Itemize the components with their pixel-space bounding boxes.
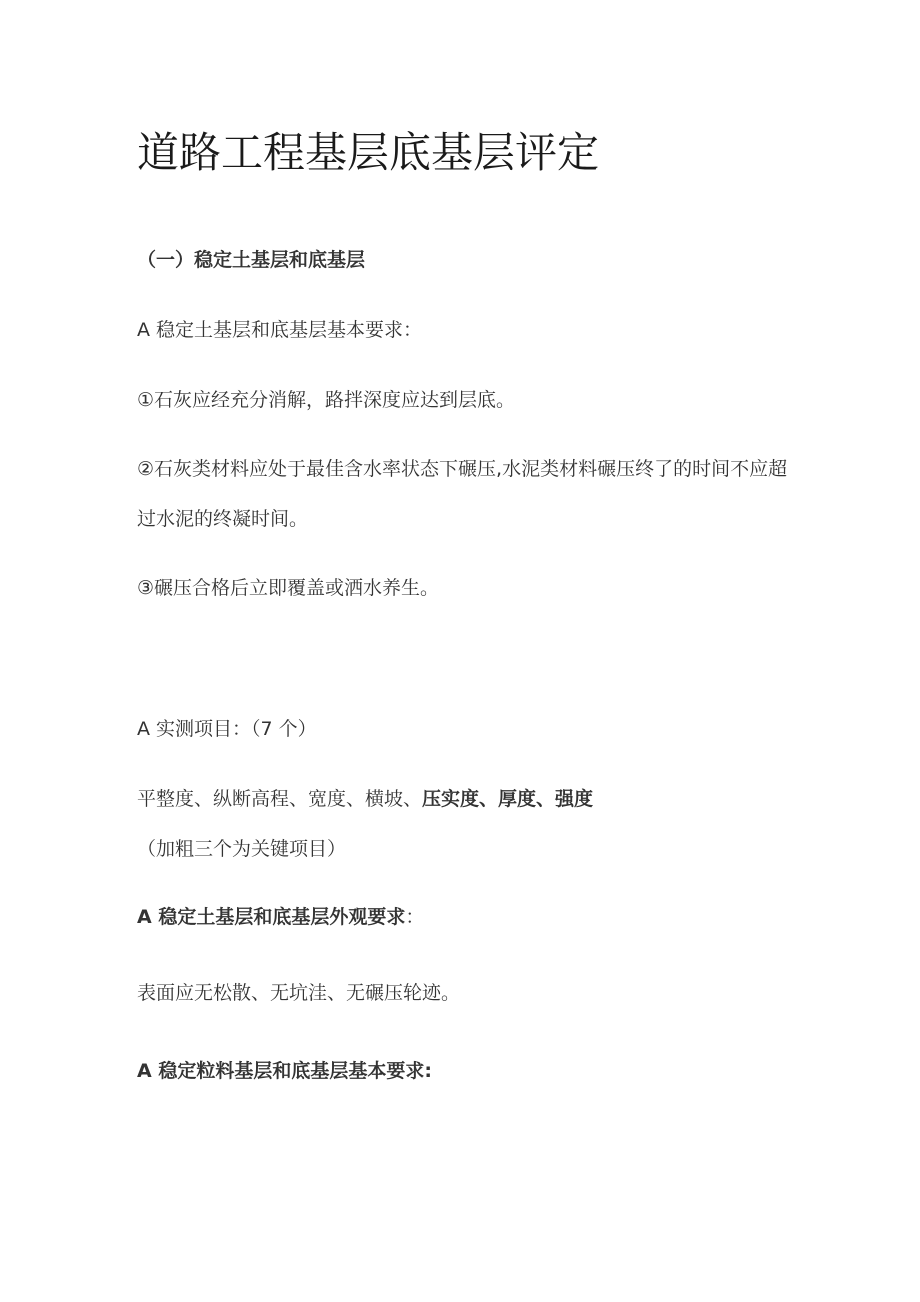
requirement-item-3: ③碾压合格后立即覆盖或洒水养生。	[137, 577, 440, 599]
requirement-item-2: ②石灰类材料应处于最佳含水率状态下碾压,水泥类材料碾压终了的时间不应超过水泥的终凝时间。	[137, 458, 788, 530]
appearance-requirement: 表面应无松散、无坑洼、无碾压轮迹。	[137, 982, 461, 1004]
granular-requirements-heading: A 稳定粒料基层和底基层基本要求:	[137, 1060, 432, 1082]
measured-items-plain: 平整度、纵断高程、宽度、横坡、	[137, 788, 423, 810]
measured-items-note: （加粗三个为关键项目）	[137, 838, 347, 860]
appearance-heading-line	[137, 904, 424, 930]
basic-requirements-heading: A 稳定土基层和底基层基本要求：	[137, 319, 423, 341]
appearance-heading: A 稳定土基层和底基层外观要求	[137, 906, 406, 928]
measured-items-heading: A 实测项目：（7 个）	[137, 718, 317, 740]
appearance-colon: ：	[405, 906, 425, 928]
requirement-item-1: ①石灰应经充分消解，路拌深度应达到层底。	[137, 389, 516, 411]
section-heading: （一）稳定土基层和底基层	[137, 249, 366, 271]
document-title: 道路工程基层底基层评定	[137, 128, 600, 177]
measured-items-key: 压实度、厚度、强度	[422, 788, 594, 810]
measured-items-list	[137, 774, 797, 874]
